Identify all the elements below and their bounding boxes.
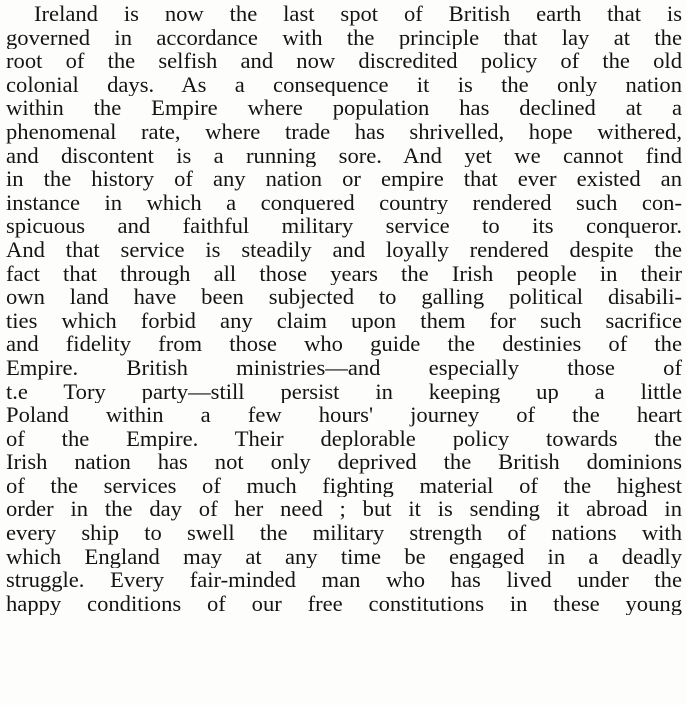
article-line: within the Empire where population has declined at a (6, 96, 682, 120)
article-line: t.e Tory party—still persist in keeping up a little (6, 379, 682, 404)
article-line: of the Empire. Their deplorable policy towards the (6, 426, 682, 451)
article-line: Empire. British ministries—and especially those of (6, 355, 682, 380)
article-line: instance in which a conquered country rendered such con- (6, 190, 682, 215)
article-line: every ship to swell the military strength of nations with (6, 521, 682, 545)
article-line: And that service is steadily and loyally rendered despite the (6, 237, 682, 262)
article-line: own land have been subjected to galling political disabili- (6, 285, 682, 309)
article-line: and fidelity from those who guide the destinies of the (6, 332, 682, 356)
article-line: root of the selfish and now discredited policy of the old (6, 49, 682, 73)
article-line: in the history of any nation or empire that ever existed an (6, 167, 682, 191)
article-line: ties which forbid any claim upon them for such sacrifice (6, 308, 682, 333)
article-line: Poland within a few hours' journey of the heart (6, 403, 682, 427)
article-body (6, 2, 682, 615)
article-line: governed in accordance with the principle that lay at the (6, 25, 682, 50)
article-line: colonial days. As a consequence it is the only nation (6, 72, 682, 97)
article-line: phenomenal rate, where trade has shrivelled, hope withered, (6, 119, 682, 144)
article-line: which England may at any time be engaged in a deadly (6, 544, 682, 569)
article-line: spicuous and faithful military service to its conqueror. (6, 214, 682, 238)
article-line: fact that through all those years the Irish people in their (6, 261, 682, 286)
article-line: order in the day of her need ; but it is sending it abroad in (6, 497, 682, 522)
article-line: happy conditions of our free constitutions in these young (6, 591, 682, 616)
article-line: of the services of much fighting material of the highest (6, 473, 682, 498)
article-line: and discontent is a running sore. And yet we cannot find (6, 143, 682, 168)
article-line: struggle. Every fair-minded man who has lived under the (6, 568, 682, 592)
article-line: Irish nation has not only deprived the British dominions (6, 450, 682, 474)
article-line: Ireland is now the last spot of British earth that is (34, 2, 682, 26)
